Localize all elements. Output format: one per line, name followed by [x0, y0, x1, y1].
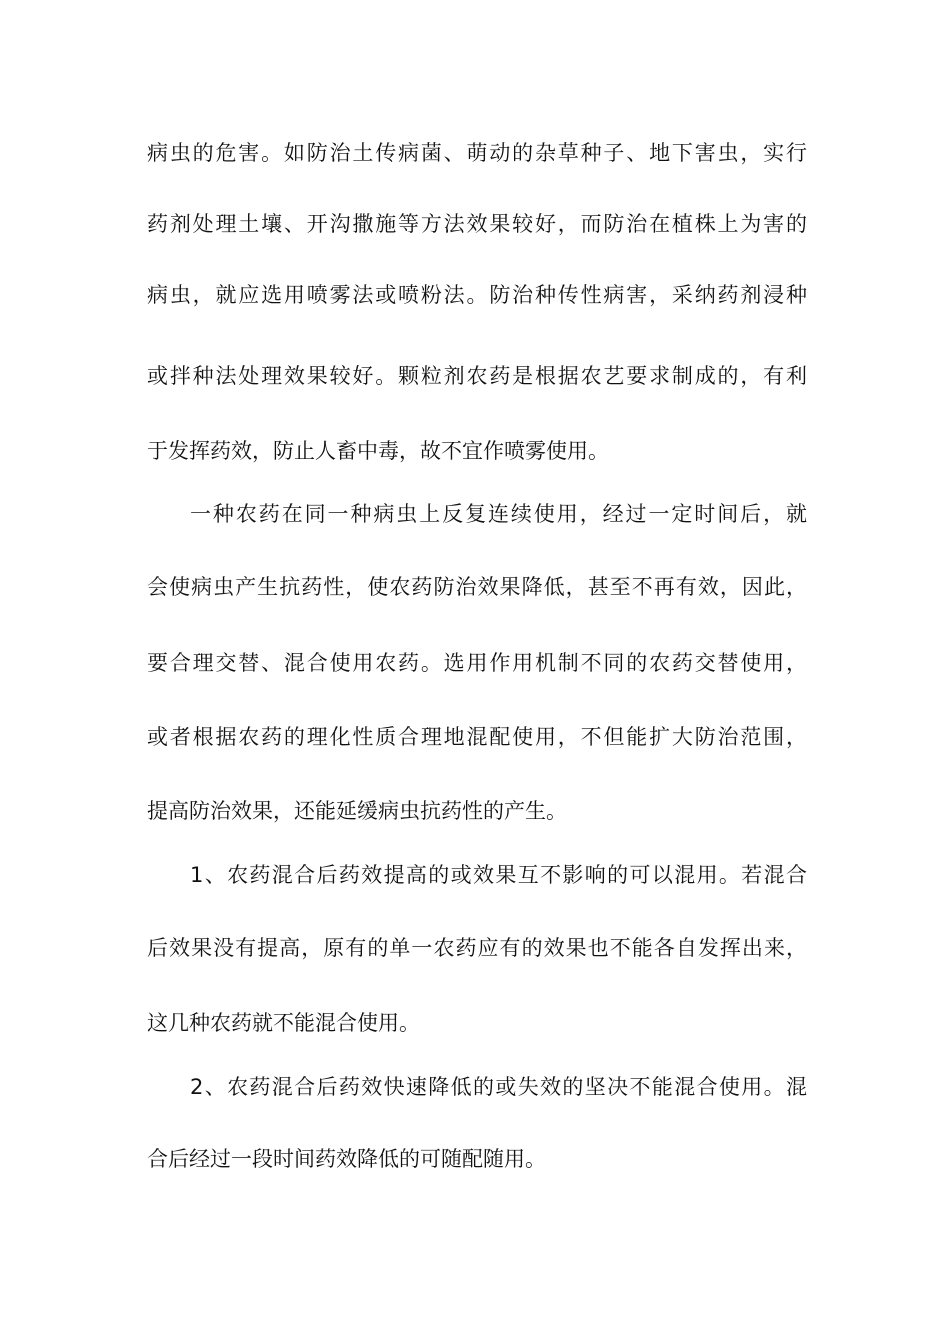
text-line: 提高防治效果，还能延缓病虫抗药性的产生。 [147, 799, 567, 823]
text-line: 或拌种法处理效果较好。颗粒剂农药是根据农艺要求制成的，有利 [147, 364, 807, 388]
text-line: 后效果没有提高，原有的单一农药应有的效果也不能各自发挥出来， [147, 936, 807, 960]
text-line: 病虫，就应选用喷雾法或喷粉法。防治种传性病害，采纳药剂浸种 [147, 283, 807, 307]
text-line: 1、农药混合后药效提高的或效果互不影响的可以混用。若混合 [190, 863, 807, 887]
text-line: 会使病虫产生抗药性，使农药防治效果降低，甚至不再有效，因此， [147, 575, 807, 599]
text-line: 要合理交替、混合使用农药。选用作用机制不同的农药交替使用， [147, 651, 807, 675]
text-line: 这几种农药就不能混合使用。 [147, 1011, 420, 1035]
text-line: 一种农药在同一种病虫上反复连续使用，经过一定时间后，就 [190, 502, 807, 526]
text-line: 2、农药混合后药效快速降低的或失效的坚决不能混合使用。混 [190, 1075, 807, 1099]
text-line: 或者根据农药的理化性质合理地混配使用，不但能扩大防治范围， [147, 725, 807, 749]
text-line: 病虫的危害。如防治土传病菌、萌动的杂草种子、地下害虫，实行 [147, 141, 807, 165]
text-line: 药剂处理土壤、开沟撒施等方法效果较好，而防治在植株上为害的 [147, 212, 807, 236]
text-line: 于发挥药效，防止人畜中毒，故不宜作喷雾使用。 [147, 439, 609, 463]
text-line: 合后经过一段时间药效降低的可随配随用。 [147, 1147, 546, 1171]
